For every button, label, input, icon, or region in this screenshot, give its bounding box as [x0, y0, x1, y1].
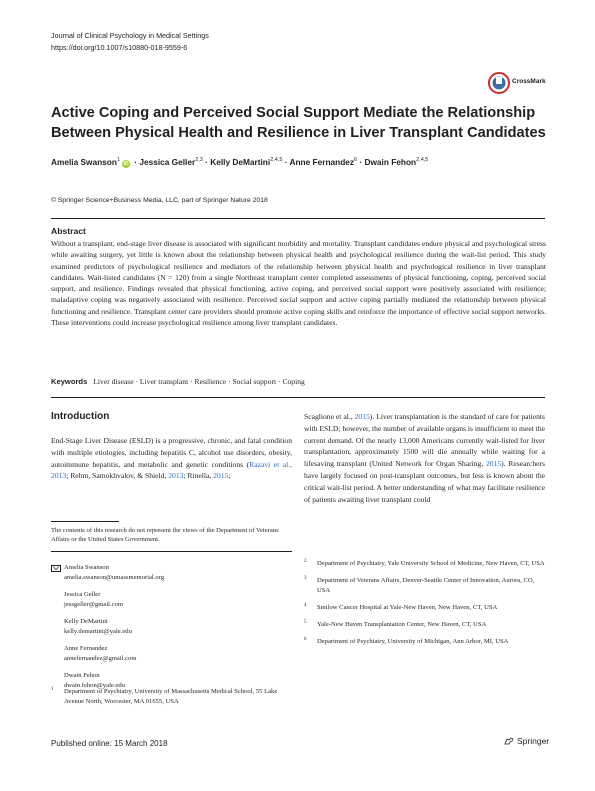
contact-entry	[51, 590, 292, 610]
keywords	[51, 377, 305, 386]
contact-email[interactable]: dwain.fehon@yale.edu	[64, 682, 125, 689]
contact-entry	[51, 563, 292, 583]
keywords-label: Keywords	[51, 377, 88, 386]
divider	[51, 551, 292, 552]
author-separator: ·	[132, 157, 140, 167]
author-name[interactable]: Anne Fernandez	[289, 157, 355, 167]
affiliation-entry	[304, 559, 545, 569]
affiliation-text: Smilow Cancer Hospital at Yale-New Haven, New Haven, CT, USA	[317, 604, 498, 611]
body-text: ). Liver transplantation is the standard of care for patients with ESLD; however, the number of available organs is insufficient to meet the current demand. Of the nearly 13,000 Americans currently wait-listed for liver transplantation, approximately 1500 will die annually while waiting for a lifesaving transplant (United Network for Organ Sharing,	[304, 412, 545, 469]
crossmark-label: CrossMark	[512, 78, 546, 85]
divider	[51, 397, 545, 398]
introduction-left-column	[51, 435, 292, 482]
affiliation-number: 4	[304, 603, 307, 608]
envelope-icon	[51, 565, 61, 572]
doi-link[interactable]: https://doi.org/10.1007/s10880-018-9559-6	[51, 43, 188, 52]
footnote: The contents of this research do not represent the views of the Department of Veterans Affairs or the United States Government.	[51, 527, 279, 544]
citation-link[interactable]: 2013	[168, 471, 184, 481]
affiliation-number: 2	[304, 559, 307, 564]
contact-name: Anne Fernandez	[64, 645, 108, 652]
affiliation-entry	[304, 603, 545, 613]
affiliation-text: Department of Veterans Affairs, Denver-Seattle Center of Innovation, Aurora, CO, USA	[317, 577, 535, 594]
affiliation-entry	[304, 620, 545, 630]
contact-email[interactable]: jessgeller@gmail.com	[64, 601, 123, 608]
affiliations-left	[51, 687, 292, 714]
author-affiliation-marker: 2,4,5	[270, 157, 283, 163]
divider	[51, 218, 545, 219]
contact-name: Dwain Fehon	[64, 672, 100, 679]
body-text: ; Rinella,	[183, 471, 214, 481]
contact-email[interactable]: amelia.swanson@umassmemorial.org	[64, 574, 165, 581]
abstract-text: Without a transplant, end-stage liver disease is associated with significant morbidity and mortality. Transplant candidates endure physical and psychological stress while awaiting surgery, yet little is known about the relationship between physical health and psychological resilience during the wait-list period. This study examined predictors of psychological resilience and mediators of the relationship between physical health and psychological resilience in liver transplant candidates. Wait-listed candidates (N = 120) from a single Northeast transplant center completed assessments of physical functioning, coping, perceived social support, and resilience. Findings revealed that physical functioning, active coping, and perceived social support were positively associated with resilience; maladaptive coping was negatively associated with resilience. Perceived social support and active coping partially mediated the relationship between physical functioning and resilience. Transplant center care providers should promote active coping skills and reinforce the importance of effective social support networks. These interventions could increase psychological resilience among liver transplant candidates.	[51, 239, 546, 328]
affiliation-number: 5	[304, 620, 307, 625]
citation-link[interactable]: Razavi et al., 2013	[51, 459, 293, 481]
affiliations-right	[304, 559, 545, 654]
author-separator: ·	[202, 157, 211, 167]
body-text: End-Stage Liver Disease (ESLD) is a progressive, chronic, and fatal condition with multiple etiologies, including hepatitis C, alcohol use disorders, obesity, autoimmune hepatitis, and metabolic and genetic conditions (	[51, 436, 292, 469]
journal-name: Journal of Clinical Psychology in Medical Settings	[51, 31, 209, 40]
affiliation-text: Yale-New Haven Transplantation Center, New Haven, CT, USA	[317, 621, 487, 628]
footnote-divider	[51, 521, 119, 522]
journal-header	[51, 30, 209, 54]
affiliation-text: Department of Psychiatry, Yale University School of Medicine, New Haven, CT, USA	[317, 560, 545, 567]
body-text: ; Rehm, Samokhvalov, & Shield,	[66, 471, 169, 481]
contact-name: Amelia Swanson	[64, 564, 109, 571]
citation-link[interactable]: 2015	[485, 459, 502, 469]
copyright-notice: © Springer Science+Business Media, LLC, part of Springer Nature 2018	[51, 197, 268, 204]
article-title: Active Coping and Perceived Social Support Mediate the Relationship Between Physical Health and Resilience in Liver Transplant Candidates	[51, 105, 546, 141]
author-affiliation-marker: 1	[116, 157, 120, 163]
affiliation-number: 3	[304, 576, 307, 581]
author-list	[51, 157, 571, 168]
author-separator: ·	[282, 157, 290, 167]
keywords-list: Liver disease · Liver transplant · Resilience · Social support · Coping	[93, 377, 305, 386]
body-text: ;	[228, 471, 231, 481]
orcid-icon[interactable]: iD	[123, 161, 129, 167]
contact-entry	[51, 644, 292, 664]
crossmark-icon	[488, 72, 510, 94]
citation-link[interactable]: 2015	[354, 412, 370, 421]
section-heading-introduction: Introduction	[51, 411, 110, 422]
author-name[interactable]: Dwain Fehon	[364, 157, 417, 167]
publisher-logo	[504, 736, 549, 746]
contact-name: Kelly DeMartini	[64, 618, 108, 625]
springer-horse-icon	[504, 737, 514, 745]
affiliation-number: 1	[51, 687, 54, 692]
affiliation-text: Department of Psychiatry, University of Michigan, Ann Arbor, MI, USA	[317, 638, 509, 645]
body-text: Scaglione et al.,	[304, 412, 355, 421]
contact-name: Jessica Geller	[64, 591, 101, 598]
affiliation-number: 6	[304, 637, 307, 642]
affiliation-entry	[51, 687, 292, 707]
body-text: ). Researchers have largely focused on post-transplant outcomes, but less is known about the critical wait-list period. A better understanding of what may facilitate resilience of patients awaiting liver transplant could	[304, 459, 546, 504]
published-date: Published online: 15 March 2018	[51, 739, 168, 748]
contact-email[interactable]: annefernandez@gmail.com	[64, 655, 137, 662]
affiliation-text: Department of Psychiatry, University of Massachusetts Medical School, 55 Lake Avenue North, Worcester, MA 01655, USA	[64, 688, 278, 705]
citation-link[interactable]: 2015	[213, 471, 229, 481]
author-contacts	[51, 563, 292, 698]
contact-entry	[51, 617, 292, 637]
author-name[interactable]: Amelia Swanson	[51, 157, 117, 167]
contact-email[interactable]: kelly.demartini@yale.edu	[64, 628, 132, 635]
abstract-heading: Abstract	[51, 226, 86, 236]
author-affiliation-marker: 2,3	[195, 157, 203, 163]
crossmark-badge[interactable]	[488, 72, 548, 98]
affiliation-entry	[304, 637, 545, 647]
publisher-name: Springer	[517, 736, 550, 746]
author-separator: ·	[357, 157, 365, 167]
author-affiliation-marker: 2,4,5	[416, 157, 429, 163]
introduction-right-column	[304, 411, 545, 505]
author-affiliation-marker: 6	[354, 157, 358, 163]
author-name[interactable]: Kelly DeMartini	[210, 157, 271, 167]
author-name[interactable]: Jessica Geller	[139, 157, 196, 167]
affiliation-entry	[304, 576, 545, 596]
